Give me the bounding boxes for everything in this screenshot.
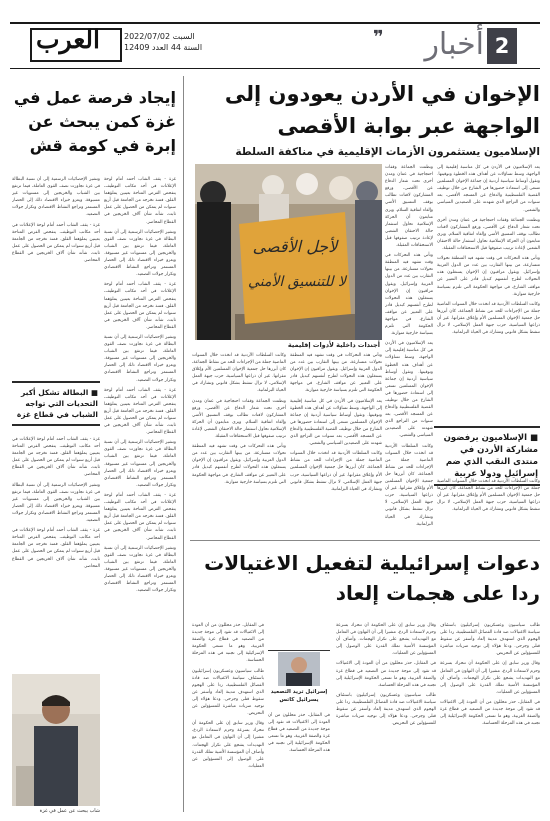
second-col3-text: في المقابل، حذر محللون من أن العودة إلى الاغتيالات قد تقود إلى موجة جديدة من التصعيد في قطاع غزة والضفة الغربية، وهو ما تسعى الحكومة الإسرائيلية إلى تجنبه في هذه المرحلة الحساسة. <box>268 713 330 754</box>
sidebar-col1-text-cont7: وتشير الإحصائيات الرسمية إلى أن نسبة البطالة في غزة تجاوزت نصف القوى العاملة، فيما ترتفع بين الشباب والخريجين إلى مستويات غير مسبوقة. ويعزو خبراء الاقتصاد ذلك إلى الحصار المستمر وتراجع النشاط الاقتصادي وتكرار جولات التصعيد. <box>104 545 176 594</box>
main-col1b-text: وكانت السلطات الأردنية قد اتخذت خلال السنوات الماضية جملة من الإجراءات للحد من نشاط الجماعة، كان أبرزها حل جمعية الإخوان المسلمين الأم وإغلاق مقراتها. غير أن ذراعها السياسية، حزب جبهة العمل الإسلامي، لا تزال تنشط بشكل قانوني وتشارك في الحياة البرلمانية. <box>437 479 540 513</box>
header-rule-top <box>10 22 540 24</box>
main-col2-text-cont2: يعد الإسلاميون في الأردن في كل مناسبة إقليمية إلى الواجهة، وسط تساؤلات عن أهداف هذه الخطوة وتوقيتها. وتقول أوساط سياسية أردنية إن جماعة الإخوان المسلمين تسعى إلى استعادة حضورها في الشارع من خلال توظيف القضية الفلسطينية والدفاع عن المسجد الأقصى، بعد سنوات من التراجع الذي شهدته على الصعيدين السياسي والشعبي. <box>385 341 433 439</box>
sidebar-divider <box>183 76 184 812</box>
issue-date: السبت 2022/07/02 <box>124 32 195 41</box>
portrait-caption-block <box>268 688 330 704</box>
portrait-image <box>278 652 320 686</box>
main-col3-text-cont: يعد الإسلاميون في الأردن في كل مناسبة إقليمية إلى الواجهة، وسط تساؤلات عن أهداف هذه الخطوة وتوقيتها. وتقول أوساط سياسية أردنية إن جماعة الإخوان المسلمين تسعى إلى استعادة حضورها في الشارع من خلال توظيف القضية الفلسطينية والدفاع عن المسجد الأقصى، بعد سنوات من التراجع الذي شهدته على الصعيدين السياسي والشعبي. <box>290 398 382 447</box>
masthead-logo: العرب <box>36 25 100 54</box>
main-col3-text: وتأتي هذه التحركات في وقت تشهد فيه المنطقة تحولات متسارعة، من بينها التقارب بين عدد من الدول العربية وإسرائيل. ويقول مراقبون إن الإخوان يستغلون هذه التحولات لطرح أنفسهم كبديل قادر على التعبير عن مواقف الشارع، في مواجهة الحكومة التي تلتزم بسياسة خارجية متوازنة. <box>290 353 382 394</box>
portrait-caption: يسرائيل كاتس <box>279 697 319 703</box>
main-col2-text: ونظمت الجماعة وقفات احتجاجية في عمان ومدن أخرى تحت شعار الدفاع عن الأقصى، ورفع المشاركون لافتات تطالب بوقف التنسيق الأمني وإلغاء اتفاقية السلام. ويرى متابعون أن الحركة الإسلامية تحاول استثمار حالة الاحتقان الشعبي لإعادة ترتيب صفوفها قبل الاستحقاقات المقبلة. <box>385 165 433 249</box>
second-story-col-4 <box>192 622 264 810</box>
sidebar-photo-image <box>12 674 100 806</box>
quote-mark-icon: ❞ <box>373 27 384 48</box>
main-story-col-1 <box>437 164 540 418</box>
main-story-col-1b <box>437 478 540 536</box>
issue-number: السنة 44 العدد 12409 <box>124 43 203 52</box>
portrait-quote: إسرائيل تريد التصعيد <box>270 689 328 695</box>
second-col1-text: طالب سياسيون وعسكريون إسرائيليون باستئناف سياسة الاغتيالات ضد قادة الفصائل الفلسطينية، ردا على الهجوم الذي استهدف مدينة إلعاد وأسفر عن سقوط قتلى وجرحى. ودعا هؤلاء إلى توجيه ضربات مباشرة للمسؤولين عن التحريض. <box>440 623 540 657</box>
second-col1-text-cont2: في المقابل، حذر محللون من أن العودة إلى الاغتيالات قد تقود إلى موجة جديدة من التصعيد في قطاع غزة والضفة الغربية، وهو ما تسعى الحكومة الإسرائيلية إلى تجنبه في هذه المرحلة الحساسة. <box>440 699 540 727</box>
main-col2-text-cont3: وكانت السلطات الأردنية قد اتخذت خلال السنوات الماضية جملة من الإجراءات للحد من نشاط الجماعة، كان أبرزها حل جمعية الإخوان المسلمين الأم وإغلاق مقراتها. غير أن ذراعها السياسية، حزب جبهة العمل الإسلامي، لا تزال تنشط بشكل قانوني وتشارك في الحياة البرلمانية. <box>385 443 433 527</box>
sidebar-col1-text-cont4: غزة - يقف الشاب أحمد أمام لوحة الإعلانات في أحد مكاتب التوظيف، يتفحص الفرص المتاحة بعينين يملؤهما القلق. فمنذ تخرجه من الجامعة قبل أربع سنوات لم يتمكن من الحصول على عمل ثابت، شأنه شأن آلاف الخريجين في القطاع المحاصر. <box>104 387 176 436</box>
main-col4-text-cont2: وتأتي هذه التحركات في وقت تشهد فيه المنطقة تحولات متسارعة، من بينها التقارب بين عدد من الدول العربية وإسرائيل. ويقول مراقبون إن الإخوان يستغلون هذه التحولات لطرح أنفسهم كبديل قادر على التعبير عن مواقف الشارع، في مواجهة الحكومة التي تلتزم بسياسة خارجية متوازنة. <box>192 444 286 485</box>
main-col4-text: وكانت السلطات الأردنية قد اتخذت خلال السنوات الماضية جملة من الإجراءات للحد من نشاط الجماعة، كان أبرزها حل جمعية الإخوان المسلمين الأم وإغلاق مقراتها. غير أن ذراعها السياسية، حزب جبهة العمل الإسلامي، لا تزال تنشط بشكل قانوني وتشارك في الحياة البرلمانية. <box>192 353 286 394</box>
issue-date-block <box>124 31 202 53</box>
page-number: 2 <box>487 28 517 64</box>
second-col2-text: وقال وزير سابق إن على الحكومة أن تتحرك بسرعة وحزم لاستعادة الردع، مشيرا إلى أن التهاون في التعامل مع التهديدات يشجع على تكرار الهجمات. وأضاف أن المؤسسة الأمنية تملك القدرة على الوصول إلى المسؤولين عن العمليات. <box>336 623 436 657</box>
second-col1-text-cont: وقال وزير سابق إن على الحكومة أن تتحرك بسرعة وحزم لاستعادة الردع، مشيرا إلى أن التهاون في التعامل مع التهديدات يشجع على تكرار الهجمات. وأضاف أن المؤسسة الأمنية تملك القدرة على الوصول إلى المسؤولين عن العمليات. <box>440 661 540 695</box>
sidebar-col2b-text: غزة - يقف الشاب أحمد أمام لوحة الإعلانات في أحد مكاتب التوظيف، يتفحص الفرص المتاحة بعينين يملؤهما القلق. فمنذ تخرجه من الجامعة قبل أربع سنوات لم يتمكن من الحصول على عمل ثابت، شأنه شأن آلاف الخريجين في القطاع المحاصر. <box>12 437 100 478</box>
sidebar-col1-text-cont6: غزة - يقف الشاب أحمد أمام لوحة الإعلانات في أحد مكاتب التوظيف، يتفحص الفرص المتاحة بعينين يملؤهما القلق. فمنذ تخرجه من الجامعة قبل أربع سنوات لم يتمكن من الحصول على عمل ثابت، شأنه شأن آلاف الخريجين في القطاع المحاصر. <box>104 492 176 541</box>
portrait-photo <box>278 652 320 686</box>
sidebar-col2-text-cont: غزة - يقف الشاب أحمد أمام لوحة الإعلانات في أحد مكاتب التوظيف، يتفحص الفرص المتاحة بعينين يملؤهما القلق. فمنذ تخرجه من الجامعة قبل أربع سنوات لم يتمكن من الحصول على عمل ثابت، شأنه شأن آلاف الخريجين في القطاع المحاصر. <box>12 222 100 264</box>
sidebar-col2b-text-cont: وتشير الإحصائيات الرسمية إلى أن نسبة البطالة في غزة تجاوزت نصف القوى العاملة، فيما ترتفع بين الشباب والخريجين إلى مستويات غير مسبوقة. ويعزو خبراء الاقتصاد ذلك إلى الحصار المستمر وتراجع النشاط الاقتصادي وتكرار جولات التصعيد. <box>12 482 100 524</box>
second-col4-text-cont: طالب سياسيون وعسكريون إسرائيليون باستئناف سياسة الاغتيالات ضد قادة الفصائل الفلسطينية، ردا على الهجوم الذي استهدف مدينة إلعاد وأسفر عن سقوط قتلى وجرحى. ودعا هؤلاء إلى توجيه ضربات مباشرة للمسؤولين عن التحريض. <box>192 668 264 717</box>
main-col1-text: يعد الإسلاميون في الأردن في كل مناسبة إقليمية إلى الواجهة، وسط تساؤلات عن أهداف هذه الخطوة وتوقيتها. وتقول أوساط سياسية أردنية إن جماعة الإخوان المسلمين تسعى إلى استعادة حضورها في الشارع من خلال توظيف القضية الفلسطينية والدفاع عن المسجد الأقصى، بعد سنوات من التراجع الذي شهدته على الصعيدين السياسي والشعبي. <box>437 165 540 213</box>
sidebar-photo-caption: شاب يبحث عن عمل في غزة <box>39 808 100 814</box>
protest-photo-image <box>195 164 382 340</box>
sidebar-photo <box>12 674 100 806</box>
second-story-col-1 <box>440 622 540 810</box>
header-rule-bottom <box>10 68 540 69</box>
second-col4-text: في المقابل، حذر محللون من أن العودة إلى الاغتيالات قد تقود إلى موجة جديدة من التصعيد في قطاع غزة والضفة الغربية، وهو ما تسعى الحكومة الإسرائيلية إلى تجنبه في هذه المرحلة الحساسة. <box>192 623 264 664</box>
sign-line-1: لأجل الأقصى <box>252 237 338 256</box>
main-story-col-2 <box>385 164 433 536</box>
main-headline: الإخوان في الأردن يعودون إلى الواجهة عبر بوابة الأقصى <box>224 82 540 138</box>
main-col4-text-cont: ونظمت الجماعة وقفات احتجاجية في عمان ومدن أخرى تحت شعار الدفاع عن الأقصى، ورفع المشاركون لافتات تطالب بوقف التنسيق الأمني وإلغاء اتفاقية السلام. ويرى متابعون أن الحركة الإسلامية تحاول استثمار حالة الاحتقان الشعبي لإعادة ترتيب صفوفها قبل الاستحقاقات المقبلة. <box>192 398 286 440</box>
sign-line-2: لا للتنسيق الأمني <box>248 274 346 290</box>
second-col4-text-cont2: وقال وزير سابق إن على الحكومة أن تتحرك بسرعة وحزم لاستعادة الردع، مشيرا إلى أن التهاون في التعامل مع التهديدات يشجع على تكرار الهجمات. وأضاف أن المؤسسة الأمنية تملك القدرة على الوصول إلى المسؤولين عن العمليات. <box>192 721 264 769</box>
sidebar-col1-text-cont: وتشير الإحصائيات الرسمية إلى أن نسبة البطالة في غزة تجاوزت نصف القوى العاملة، فيما ترتفع بين الشباب والخريجين إلى مستويات غير مسبوقة. ويعزو خبراء الاقتصاد ذلك إلى الحصار المستمر وتراجع النشاط الاقتصادي وتكرار جولات التصعيد. <box>104 229 176 278</box>
photo-caption: أجندات داخلية لأدوات إقليمية <box>287 341 380 349</box>
second-headline: دعوات إسرائيلية لتفعيل الاغتيالات ردا على هجمات إلعاد <box>204 551 540 605</box>
bottom-divider <box>190 540 540 541</box>
main-col2-text-cont: وتأتي هذه التحركات في وقت تشهد فيه المنطقة تحولات متسارعة، من بينها التقارب بين عدد من الدول العربية وإسرائيل. ويقول مراقبون إن الإخوان يستغلون هذه التحولات لطرح أنفسهم كبديل قادر على التعبير عن مواقف الشارع، في مواجهة الحكومة التي تلتزم بسياسة خارجية متوازنة. <box>385 253 433 337</box>
sidebar-col-1 <box>104 176 176 810</box>
main-subheadline: الإسلاميون يستثمرون الأزمات الإقليمية في مناكفة السلطة <box>235 146 540 158</box>
sidebar-col2b-text-cont2: غزة - يقف الشاب أحمد أمام لوحة الإعلانات في أحد مكاتب التوظيف، يتفحص الفرص المتاحة بعينين يملؤهما القلق. فمنذ تخرجه من الجامعة قبل أربع سنوات لم يتمكن من الحصول على عمل ثابت، شأنه شأن آلاف الخريجين في القطاع المحاصر. <box>12 528 100 569</box>
sidebar-col1-text: غزة - يقف الشاب أحمد أمام لوحة الإعلانات في أحد مكاتب التوظيف، يتفحص الفرص المتاحة بعينين يملؤهما القلق. فمنذ تخرجه من الجامعة قبل أربع سنوات لم يتمكن من الحصول على عمل ثابت، شأنه شأن آلاف الخريجين في القطاع المحاصر. <box>104 177 176 225</box>
section-name: أخبار <box>424 27 484 62</box>
second-story-col-3 <box>268 712 330 810</box>
portrait-frame-rule <box>268 650 330 651</box>
second-story-col-2 <box>336 622 436 810</box>
second-col2-text-cont2: طالب سياسيون وعسكريون إسرائيليون باستئناف سياسة الاغتيالات ضد قادة الفصائل الفلسطينية، ردا على الهجوم الذي استهدف مدينة إلعاد وأسفر عن سقوط قتلى وجرحى. ودعا هؤلاء إلى توجيه ضربات مباشرة للمسؤولين عن التحريض. <box>336 692 436 727</box>
sidebar-col-2 <box>12 176 100 376</box>
main-story-col-4 <box>192 352 286 536</box>
sidebar-callout: ■ البطالة تشكل أكبر التحديات التي تواجه الشباب في قطاع غزة <box>12 381 100 426</box>
main-story-col-3 <box>290 352 382 536</box>
main-col1-text-cont3: وكانت السلطات الأردنية قد اتخذت خلال السنوات الماضية جملة من الإجراءات للحد من نشاط الجماعة، كان أبرزها حل جمعية الإخوان المسلمين الأم وإغلاق مقراتها. غير أن ذراعها السياسية، حزب جبهة العمل الإسلامي، لا تزال تنشط بشكل قانوني وتشارك في الحياة البرلمانية. <box>437 301 540 336</box>
main-col1-text-cont2: وتأتي هذه التحركات في وقت تشهد فيه المنطقة تحولات متسارعة، من بينها التقارب بين عدد من الدول العربية وإسرائيل. ويقول مراقبون إن الإخوان يستغلون هذه التحولات لطرح أنفسهم كبديل قادر على التعبير عن مواقف الشارع، في مواجهة الحكومة التي تلتزم بسياسة خارجية متوازنة. <box>437 256 540 297</box>
sidebar-headline: إيجاد فرصة عمل في غزة كمن يبحث عن إبرة في كومة قش <box>13 88 176 155</box>
sidebar-col1-text-cont5: وتشير الإحصائيات الرسمية إلى أن نسبة البطالة في غزة تجاوزت نصف القوى العاملة، فيما ترتفع بين الشباب والخريجين إلى مستويات غير مسبوقة. ويعزو خبراء الاقتصاد ذلك إلى الحصار المستمر وتراجع النشاط الاقتصادي وتكرار جولات التصعيد. <box>104 440 176 488</box>
main-callout: ■ الإسلاميون يرفضون مشاركة الأردن في منتدى النقب الذي ضم إسرائيل ودولا عربية <box>434 426 540 486</box>
second-col2-text-cont: في المقابل، حذر محللون من أن العودة إلى الاغتيالات قد تقود إلى موجة جديدة من التصعيد في قطاع غزة والضفة الغربية، وهو ما تسعى الحكومة الإسرائيلية إلى تجنبه في هذه المرحلة الحساسة. <box>336 661 436 688</box>
sidebar-col1-text-cont3: وتشير الإحصائيات الرسمية إلى أن نسبة البطالة في غزة تجاوزت نصف القوى العاملة، فيما ترتفع بين الشباب والخريجين إلى مستويات غير مسبوقة. ويعزو خبراء الاقتصاد ذلك إلى الحصار المستمر وتراجع النشاط الاقتصادي وتكرار جولات التصعيد. <box>104 334 176 383</box>
sidebar-col-2b <box>12 436 100 670</box>
main-col3-text-cont2: وكانت السلطات الأردنية قد اتخذت خلال السنوات الماضية جملة من الإجراءات للحد من نشاط الجماعة، كان أبرزها حل جمعية الإخوان المسلمين الأم وإغلاق مقراتها. غير أن ذراعها السياسية، حزب جبهة العمل الإسلامي، لا تزال تنشط بشكل قانوني وتشارك في الحياة البرلمانية. <box>290 451 382 492</box>
sidebar-col2-text: وتشير الإحصائيات الرسمية إلى أن نسبة البطالة في غزة تجاوزت نصف القوى العاملة، فيما ترتفع بين الشباب والخريجين إلى مستويات غير مسبوقة. ويعزو خبراء الاقتصاد ذلك إلى الحصار المستمر وتراجع النشاط الاقتصادي وتكرار جولات التصعيد. <box>12 177 100 218</box>
main-col1-text-cont: ونظمت الجماعة وقفات احتجاجية في عمان ومدن أخرى تحت شعار الدفاع عن الأقصى، ورفع المشاركون لافتات تطالب بوقف التنسيق الأمني وإلغاء اتفاقية السلام. ويرى متابعون أن الحركة الإسلامية تحاول استثمار حالة الاحتقان الشعبي لإعادة ترتيب صفوفها قبل الاستحقاقات المقبلة. <box>437 217 540 252</box>
protest-photo <box>195 164 382 340</box>
sidebar-col1-text-cont2: غزة - يقف الشاب أحمد أمام لوحة الإعلانات في أحد مكاتب التوظيف، يتفحص الفرص المتاحة بعينين يملؤهما القلق. فمنذ تخرجه من الجامعة قبل أربع سنوات لم يتمكن من الحصول على عمل ثابت، شأنه شأن آلاف الخريجين في القطاع المحاصر. <box>104 282 176 330</box>
